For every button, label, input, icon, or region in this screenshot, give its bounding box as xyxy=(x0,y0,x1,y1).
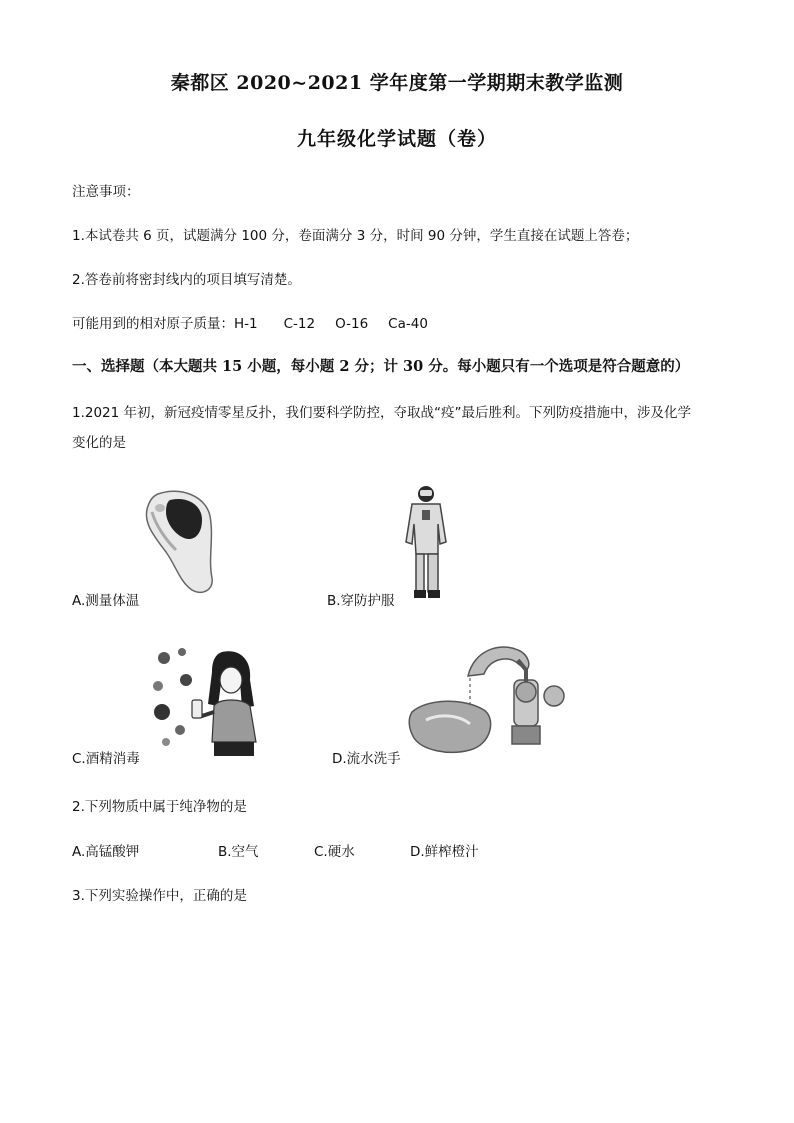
atomic-mass-line xyxy=(72,312,428,332)
q2-option-a: A.高锰酸钾 xyxy=(72,844,140,860)
section-1-heading: 一、选择题（本大题共 15 小题，每小题 2 分；计 30 分。每小题只有一个选项是符合题意的） xyxy=(72,358,690,375)
q1-option-b: B.穿防护服 xyxy=(327,593,395,609)
atomic-mass-h: H-1 xyxy=(234,316,258,332)
atomic-mass-ca: Ca-40 xyxy=(388,316,428,332)
atomic-mass-label: 可能用到的相对原子质量： xyxy=(72,316,234,332)
atomic-mass-o: O-16 xyxy=(335,316,369,332)
q2-option-b: B.空气 xyxy=(218,844,259,860)
exam-subtitle: 九年级化学试题（卷） xyxy=(296,128,497,150)
atomic-mass-c: C-12 xyxy=(283,316,316,332)
notice-item-1: 1.本试卷共 6 页，试题满分 100 分，卷面满分 3 分，时间 90 分钟，学生直接在试题上答卷； xyxy=(72,228,639,244)
alcohol-disinfection-image xyxy=(152,646,268,756)
thermometer-image xyxy=(140,486,220,596)
hand-washing-image xyxy=(408,640,568,758)
q1-stem-line2: 变化的是 xyxy=(72,435,126,451)
q3-stem: 3.下列实验操作中，正确的是 xyxy=(72,888,247,904)
exam-title: 秦都区 2020~2021 学年度第一学期期末教学监测 xyxy=(170,72,624,94)
q1-option-c: C.酒精消毒 xyxy=(72,751,140,767)
notice-item-2: 2.答卷前将密封线内的项目填写清楚。 xyxy=(72,272,301,288)
q1-option-d: D.流水洗手 xyxy=(332,751,401,767)
q2-stem: 2.下列物质中属于纯净物的是 xyxy=(72,799,247,815)
protective-suit-image xyxy=(402,484,450,602)
q2-option-d: D.鲜榨橙汁 xyxy=(410,844,479,860)
q1-option-a: A.测量体温 xyxy=(72,593,140,609)
q1-stem-line1: 1.2021 年初，新冠疫情零星反扑，我们要科学防控，夺取战“疫”最后胜利。下列防疫措施中，涉及化学 xyxy=(72,405,692,421)
notice-heading: 注意事项： xyxy=(72,184,140,200)
q2-option-c: C.硬水 xyxy=(314,844,355,860)
